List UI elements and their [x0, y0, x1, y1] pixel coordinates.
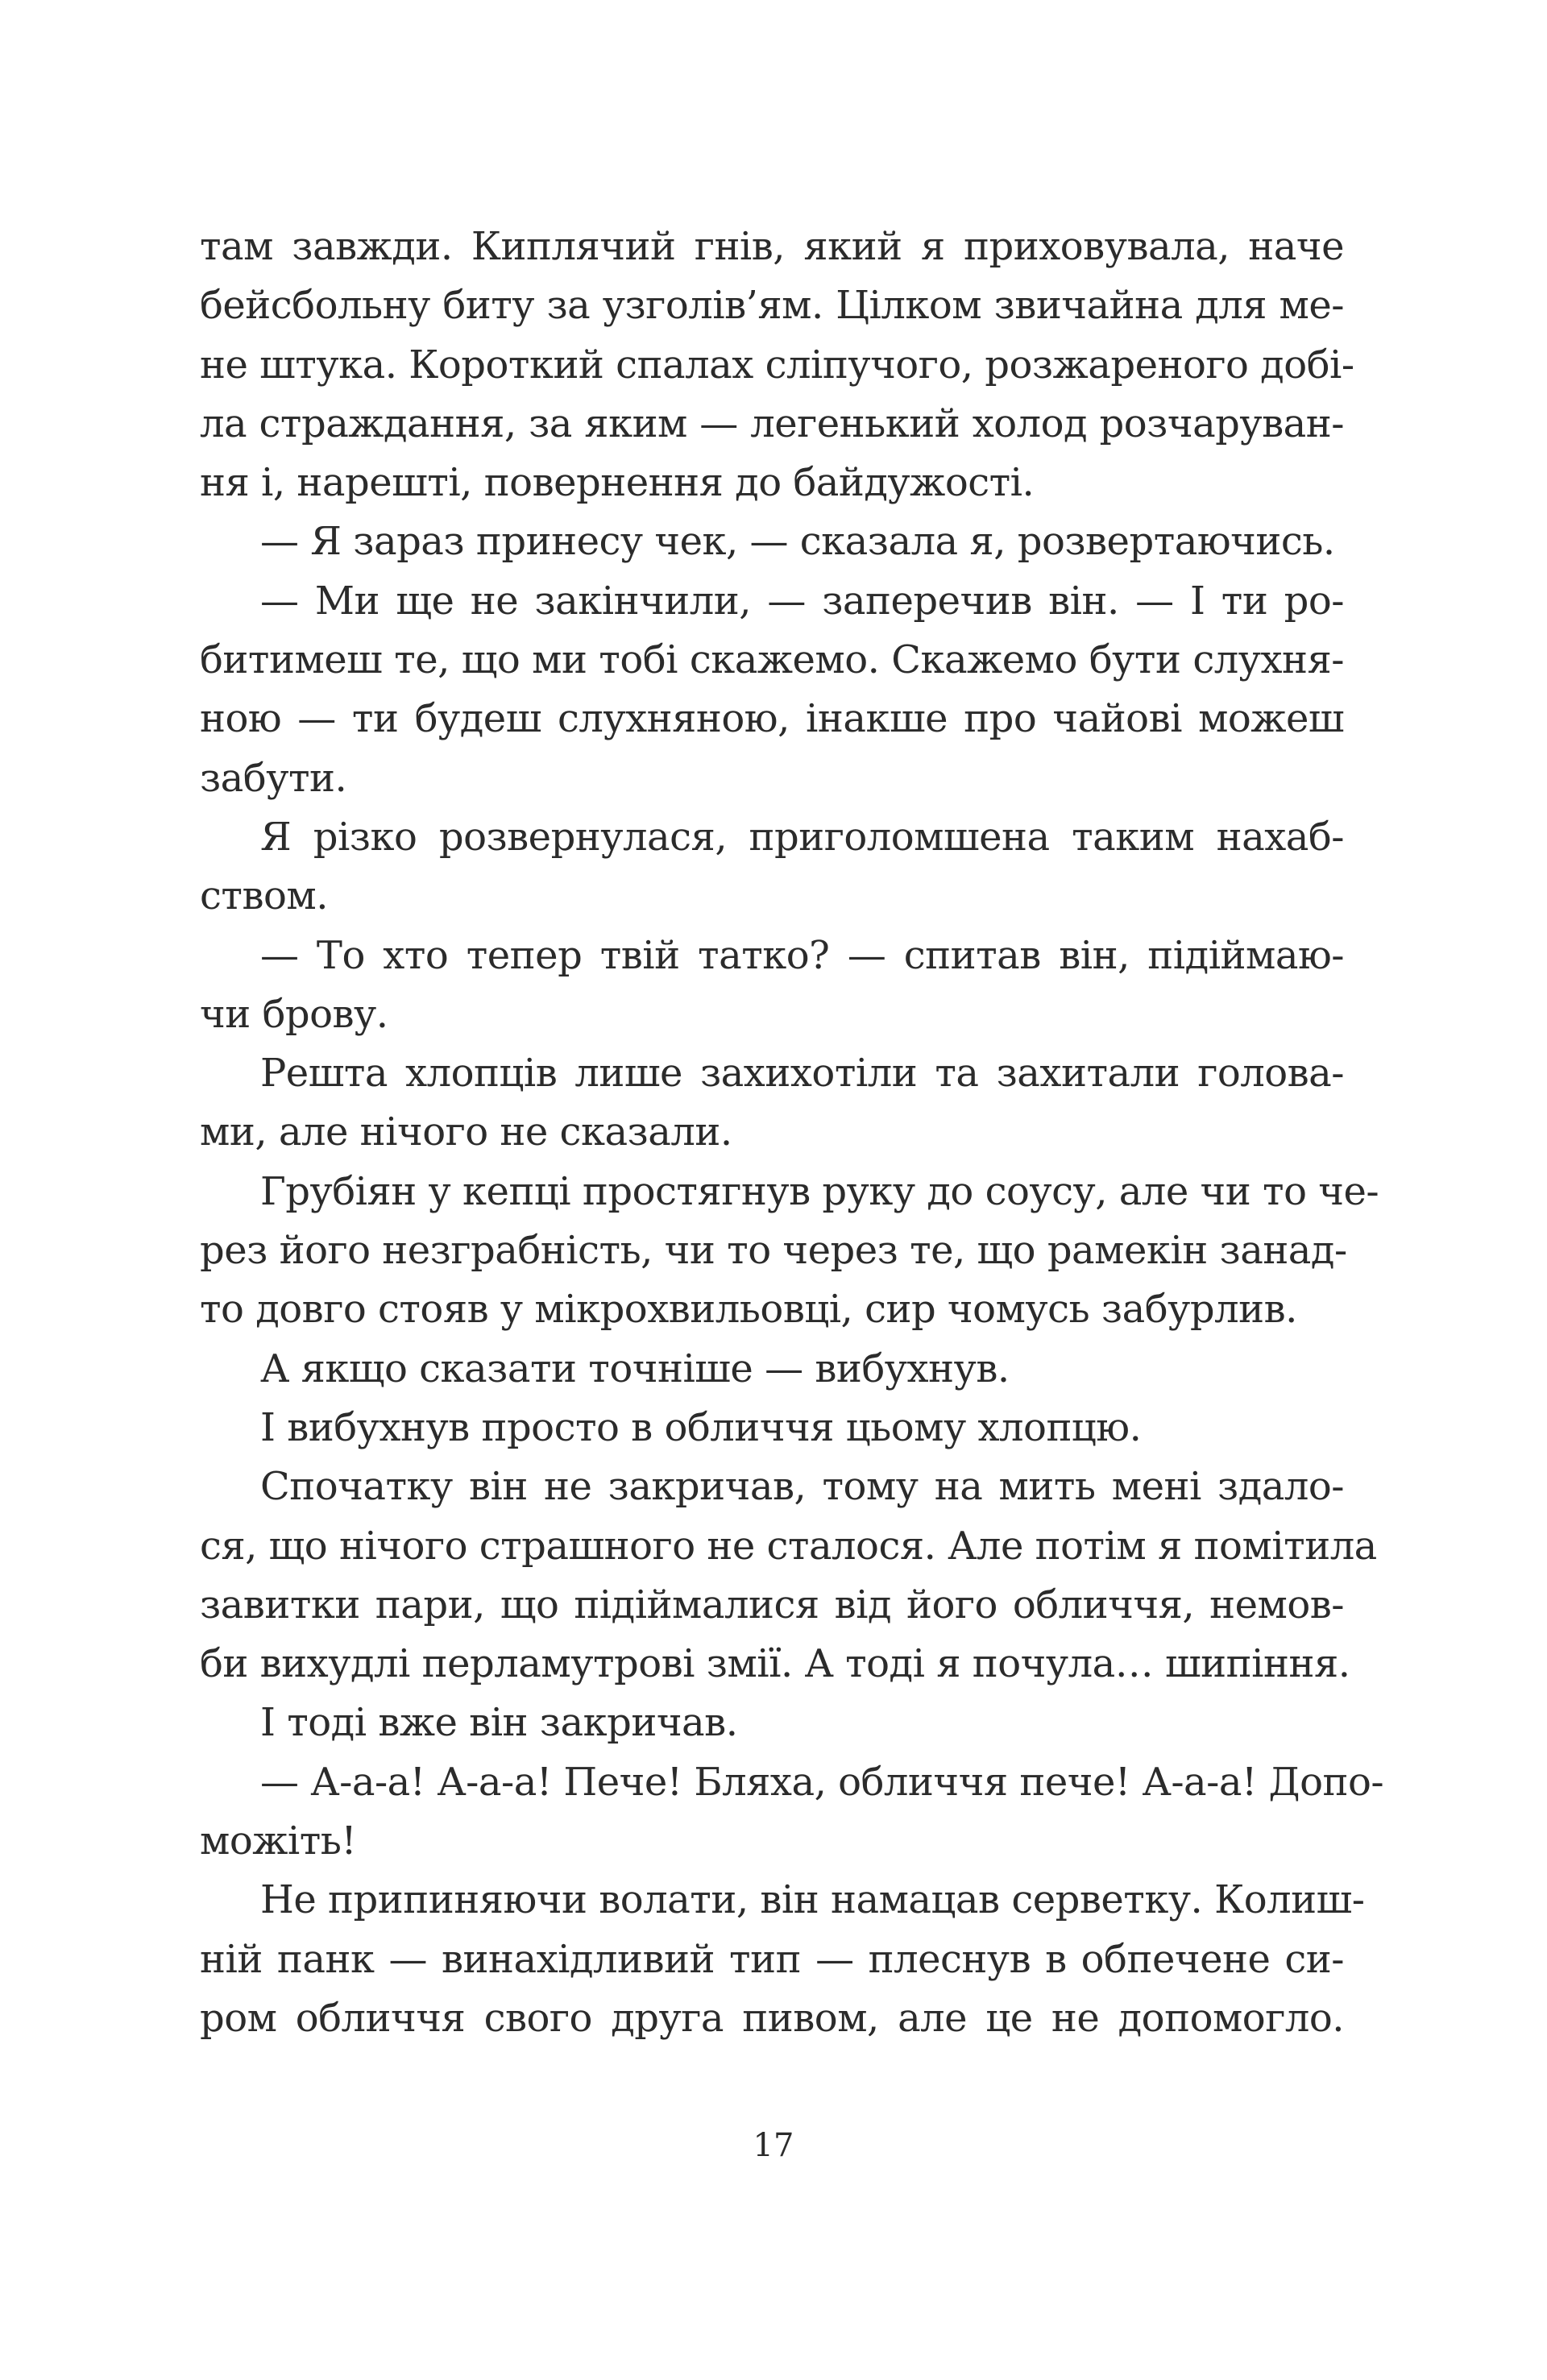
text-line: забути.	[200, 755, 347, 801]
text-line: рез його незграбність, чи то через те, що рамекін занад-	[200, 1228, 1347, 1274]
text-line: не штука. Короткий спалах сліпучого, розжареного добі-	[200, 342, 1354, 388]
text-line: завитки пари, що підіймалися від його обличчя, немов-	[200, 1582, 1344, 1627]
text-line: — То хто тепер твій татко? — спитав він, підіймаю-	[260, 932, 1344, 978]
text-line: А якщо сказати точніше — вибухнув.	[260, 1345, 1010, 1391]
text-line: ною — ти будеш слухняною, інакше про чайові можеш	[200, 696, 1344, 742]
text-line: ла страждання, за яким — легенький холод розчаруван-	[200, 400, 1344, 446]
text-line: ством.	[200, 873, 328, 919]
page-number: 17	[753, 2127, 794, 2164]
text-line: — Я зараз принесу чек, — сказала я, розвертаючись.	[260, 519, 1335, 565]
body-text	[200, 218, 1384, 2048]
text-line: би вихудлі перламутрові змії. А тоді я почула… шипіння.	[200, 1641, 1350, 1687]
text-line: — Ми ще не закінчили, — заперечив він. — І ти ро-	[260, 578, 1344, 624]
text-line: ня і, нарешті, повернення до байдужості.	[200, 460, 1035, 506]
text-line: ром обличчя свого друга пивом, але це не допомогло.	[200, 1995, 1344, 2041]
text-line: Грубіян у кепці простягнув руку до соусу, але чи то че-	[260, 1168, 1379, 1214]
text-line: Не припиняючи волати, він намацав серветку. Колиш-	[260, 1877, 1365, 1923]
text-line: можіть!	[200, 1818, 357, 1864]
text-line: чи брову.	[200, 991, 388, 1037]
text-line: битимеш те, що ми тобі скажемо. Скажемо бути слухня-	[200, 637, 1344, 683]
text-line: бейсбольну биту за узголів’ям. Цілком звичайна для ме-	[200, 283, 1344, 329]
text-line: Спочатку він не закричав, тому на мить мені здало-	[260, 1464, 1344, 1510]
text-line: Я різко розвернулася, приголомшена таким нахаб-	[260, 814, 1344, 860]
text-line: там завжди. Киплячий гнів, який я приховувала, наче	[200, 224, 1344, 269]
text-line: І вибухнув просто в обличчя цьому хлопцю.	[260, 1404, 1142, 1450]
text-line: ній панк — винахідливий тип — плеснув в обпечене си-	[200, 1936, 1344, 1982]
text-line: — А-а-а! А-а-а! Пече! Бляха, обличчя пече! А-а-а! Допо-	[260, 1759, 1384, 1805]
text-line: Решта хлопців лише захихотіли та захитали голова-	[260, 1051, 1344, 1097]
text-line: ся, що нічого страшного не сталося. Але потім я помітила	[200, 1523, 1377, 1569]
text-line: І тоді вже він закричав.	[260, 1700, 738, 1746]
text-line: ми, але нічого не сказали.	[200, 1109, 732, 1155]
text-line: то довго стояв у мікрохвильовці, сир чомусь забурлив.	[200, 1287, 1297, 1333]
